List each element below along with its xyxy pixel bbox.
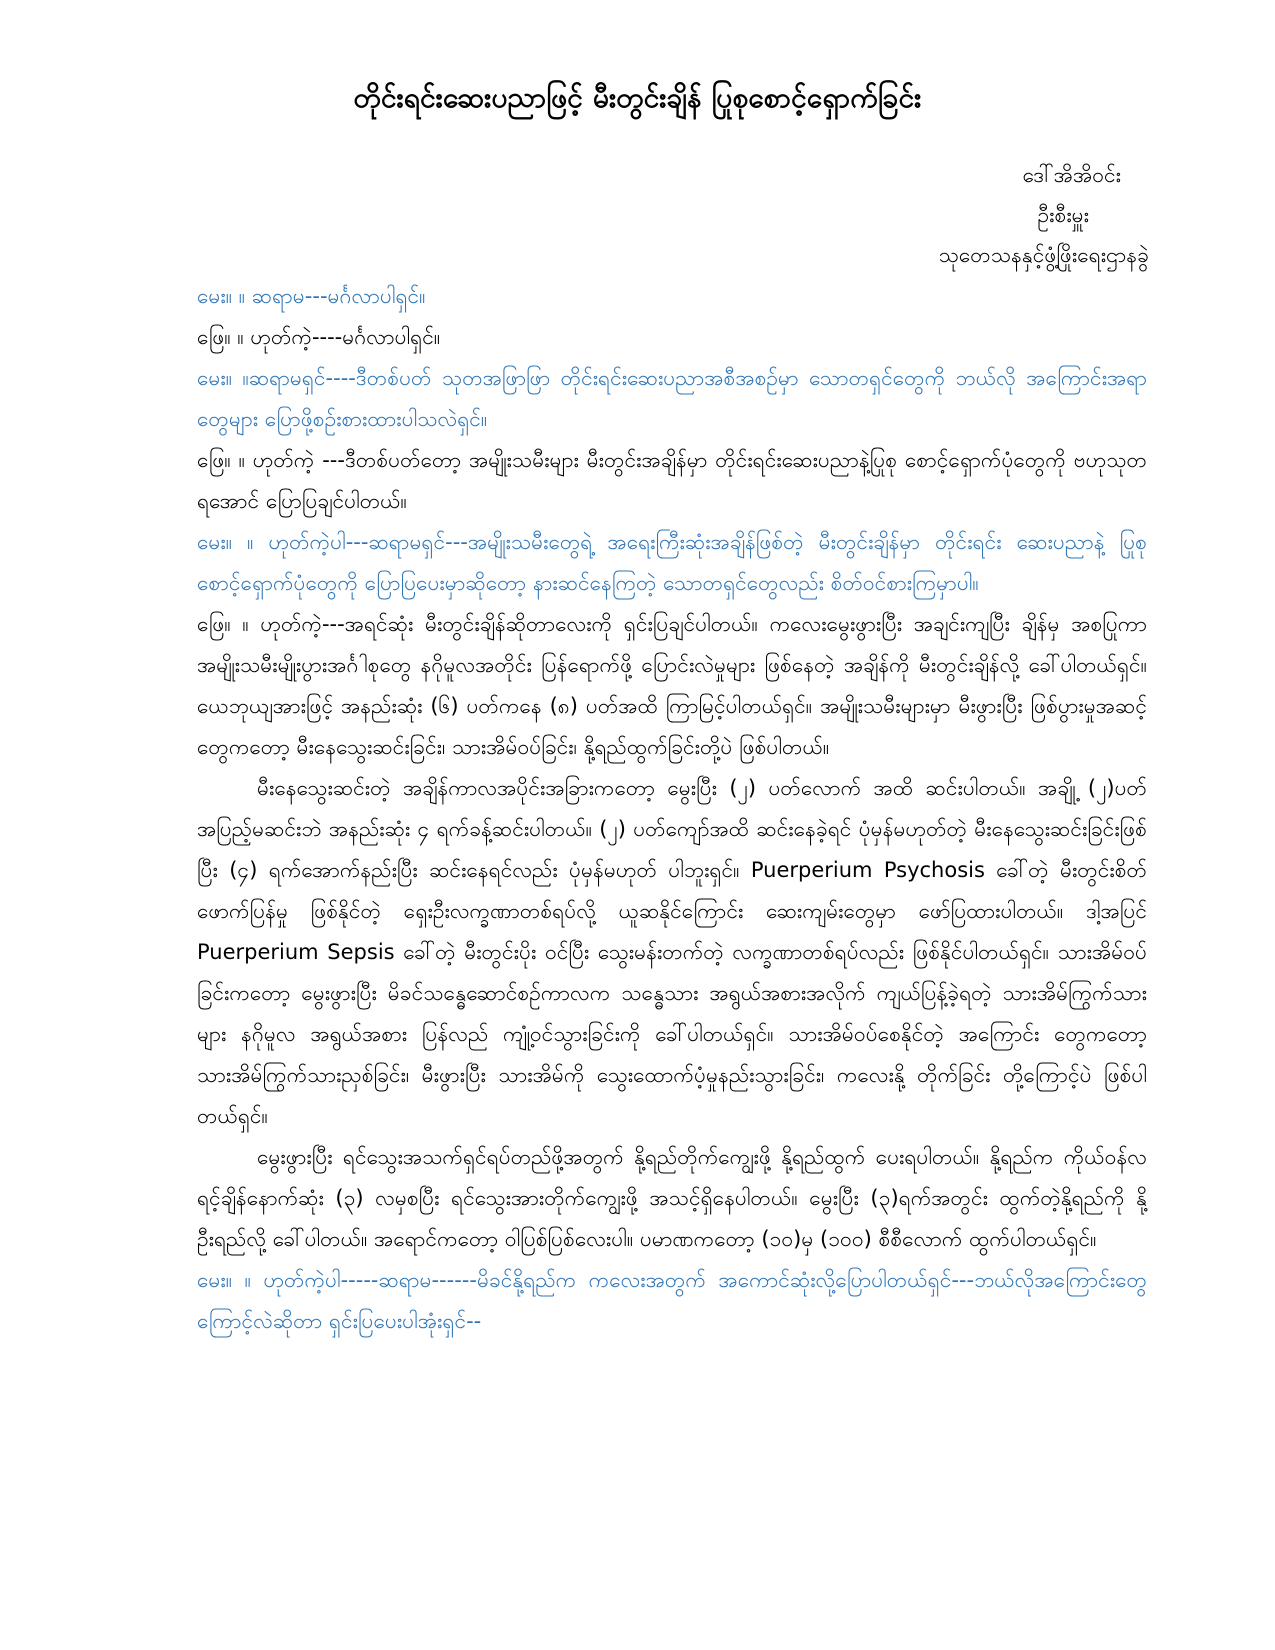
answer-paragraph: မီးနေသွေးဆင်းတဲ့ အချိန်ကာလအပိုင်းအခြားကတော့ မွေးပြီး (၂) ပတ်လောက် အထိ ဆင်းပါတယ်။ အချို့ (၂)ပတ်အပြည့်မဆင်းဘဲ အနည်းဆုံး ၄ ရက်ခန့်ဆင်းပါတယ်။ (၂) ပတ်ကျော်အထိ ဆင်းနေခဲ့ရင် ပုံမှန်မဟုတ်တဲ့ မီးနေသွေးဆင်းခြင်းဖြစ်ပြီး (၄) ရက်အောက်နည်းပြီး ဆင်းနေရင်လည်း ပုံမှန်မဟုတ် ပါဘူးရှင်။ Puerperium Psychosis ခေါ်တဲ့ မီးတွင်းစိတ်ဖောက်ပြန်မှု ဖြစ်နိုင်တဲ့ ရှေးဦးလက္ခဏာတစ်ရပ်လို့ ယူဆနိုင်ကြောင်း ဆေးကျမ်းတွေမှာ ဖော်ပြထားပါတယ်။ ဒါ့အပြင် Puerperium Sepsis ခေါ်တဲ့ မီးတွင်းပိုး ဝင်ပြီး သွေးမန်းတက်တဲ့ လက္ခဏာတစ်ရပ်လည်း ဖြစ်နိုင်ပါတယ်ရှင်။ သားအိမ်ဝပ်ခြင်းကတော့ မွေးဖွားပြီး မိခင်သန္ဓေဆောင်စဉ်ကာလက သန္ဓေသား အရွယ်အစားအလိုက် ကျယ်ပြန့်ခဲ့ရတဲ့ သားအိမ်ကြွက်သားများ နဂိုမူလ အရွယ်အစား ပြန်လည် ကျုံ့ဝင်သွားခြင်းကို ခေါ်ပါတယ်ရှင်။ သားအိမ်ဝပ်စေနိုင်တဲ့ အကြောင်း တွေကတော့ သားအိမ်ကြွက်သားညှစ်ခြင်း၊ မီးဖွားပြီး သားအိမ်ကို သွေးထောက်ပံ့မှုနည်းသွားခြင်း၊ ကလေးနို့ တိုက်ခြင်း တို့ကြောင့်ပဲ ဖြစ်ပါတယ်ရှင်။ <box>197 776 1147 1128</box>
author-name: ဒေါ်အိအိဝင်း <box>1022 163 1121 187</box>
answer-paragraph: ဖြေ။ ။ ဟုတ်ကဲ့---အရင်ဆုံး မီးတွင်းချိန်ဆိုတာလေးကို ရှင်းပြချင်ပါတယ်။ ကလေးမွေးဖွားပြီး အချင်းကျပြီး ချိန်မှ အစပြုကာ အမျိုးသမီးမျိုးပွားအင်္ဂါစုတွေ နဂိုမူလအတိုင်း ပြန်ရောက်ဖို့ ပြောင်းလဲမှုများ ဖြစ်နေတဲ့ အချိန်ကို မီးတွင်းချိန်လို့ ခေါ်ပါတယ်ရှင်။ ယေဘုယျအားဖြင့် အနည်းဆုံး (၆) ပတ်ကနေ (၈) ပတ်အထိ ကြာမြင့်ပါတယ်ရှင်။ အမျိုးသမီးများမှာ မီးဖွားပြီး ဖြစ်ပွားမှုအဆင့်တွေကတော့ မီးနေသွေးဆင်းခြင်း၊ သားအိမ်ဝပ်ခြင်း၊ နို့ရည်ထွက်ခြင်းတို့ပဲ ဖြစ်ပါတယ်။ <box>197 612 1147 759</box>
question-paragraph: မေး။ ။ ဟုတ်ကဲ့ပါ-----ဆရာမ------မိခင်နို့ရည်က ကလေးအတွက် အကောင်ဆုံးလို့ပြောပါတယ်ရှင်---ဘယ်လိုအကြောင်းတွေကြောင့်လဲဆိုတာ ရှင်းပြပေးပါအုံးရှင်-- <box>197 1268 1147 1333</box>
answer-paragraph: ဖြေ။ ။ ဟုတ်ကဲ့----မင်္ဂလာပါရှင်။ <box>197 325 441 349</box>
question-paragraph: မေး။ ။ ဟုတ်ကဲ့ပါ---ဆရာမရှင်---အမျိုးသမီးတွေရဲ့ အရေးကြီးဆုံးအချိန်ဖြစ်တဲ့ မီးတွင်းချိန်မှာ တိုင်းရင်း ဆေးပညာနဲ့ ပြုစုစောင့်ရှောက်ပုံတွေကို ပြောပြပေးမှာဆိုတော့ နားဆင်နေကြတဲ့ သောတရှင်တွေလည်း စိတ်ဝင်စားကြမှာပါ။ <box>197 530 1147 595</box>
answer-paragraph: မွေးဖွားပြီး ရင်သွေးအသက်ရှင်ရပ်တည်ဖို့အတွက် နို့ရည်တိုက်ကျွေးဖို့ နို့ရည်ထွက် ပေးရပါတယ်။ နို့ရည်က ကိုယ်ဝန်လရင့်ချိန်နောက်ဆုံး (၃) လမှစပြီး ရင်သွေးအားတိုက်ကျွေးဖို့ အသင့်ရှိနေပါတယ်။ မွေးပြီး (၃)ရက်အတွင်း ထွက်တဲ့နို့ရည်ကို နို့ဦးရည်လို့ ခေါ်ပါတယ်။ အရောင်ကတော့ ဝါပြစ်ပြစ်လေးပါ။ ပမာဏကတော့ (၁၀)မှ (၁၀၀) စီစီလောက် ထွက်ပါတယ်ရှင်။ <box>197 1145 1147 1251</box>
author-department: သုတေသနနှင့်ဖွံ့ဖြိုးရေးဌာနခွဲ <box>938 243 1149 267</box>
author-position: ဦးစီးမှူး <box>1037 203 1089 227</box>
author-block <box>729 155 1149 275</box>
question-paragraph: မေး။ ။ဆရာမရှင်----ဒီတစ်ပတ် သုတအဖြာဖြာ တိုင်းရင်းဆေးပညာအစီအစဉ်မှာ သောတရှင်တွေကို ဘယ်လို အကြောင်းအရာတွေများ ပြောဖို့စဉ်းစားထားပါသလဲရှင်။ <box>197 366 1147 431</box>
question-paragraph: မေး။ ။ ဆရာမ---မင်္ဂလာပါရှင်။ <box>197 284 426 308</box>
document-title: တိုင်းရင်းဆေးပညာဖြင့် မီးတွင်းချိန် ပြုစုစောင့်ရှောက်ခြင်း <box>353 81 922 114</box>
answer-paragraph: ဖြေ။ ။ ဟုတ်ကဲ့ ---ဒီတစ်ပတ်တော့ အမျိုးသမီးများ မီးတွင်းအချိန်မှာ တိုင်းရင်းဆေးပညာနဲ့ပြုစု စောင့်ရှောက်ပုံတွေကို ဗဟုသုတရအောင် ပြောပြချင်ပါတယ်။ <box>197 448 1147 513</box>
document-body <box>197 276 1147 1342</box>
